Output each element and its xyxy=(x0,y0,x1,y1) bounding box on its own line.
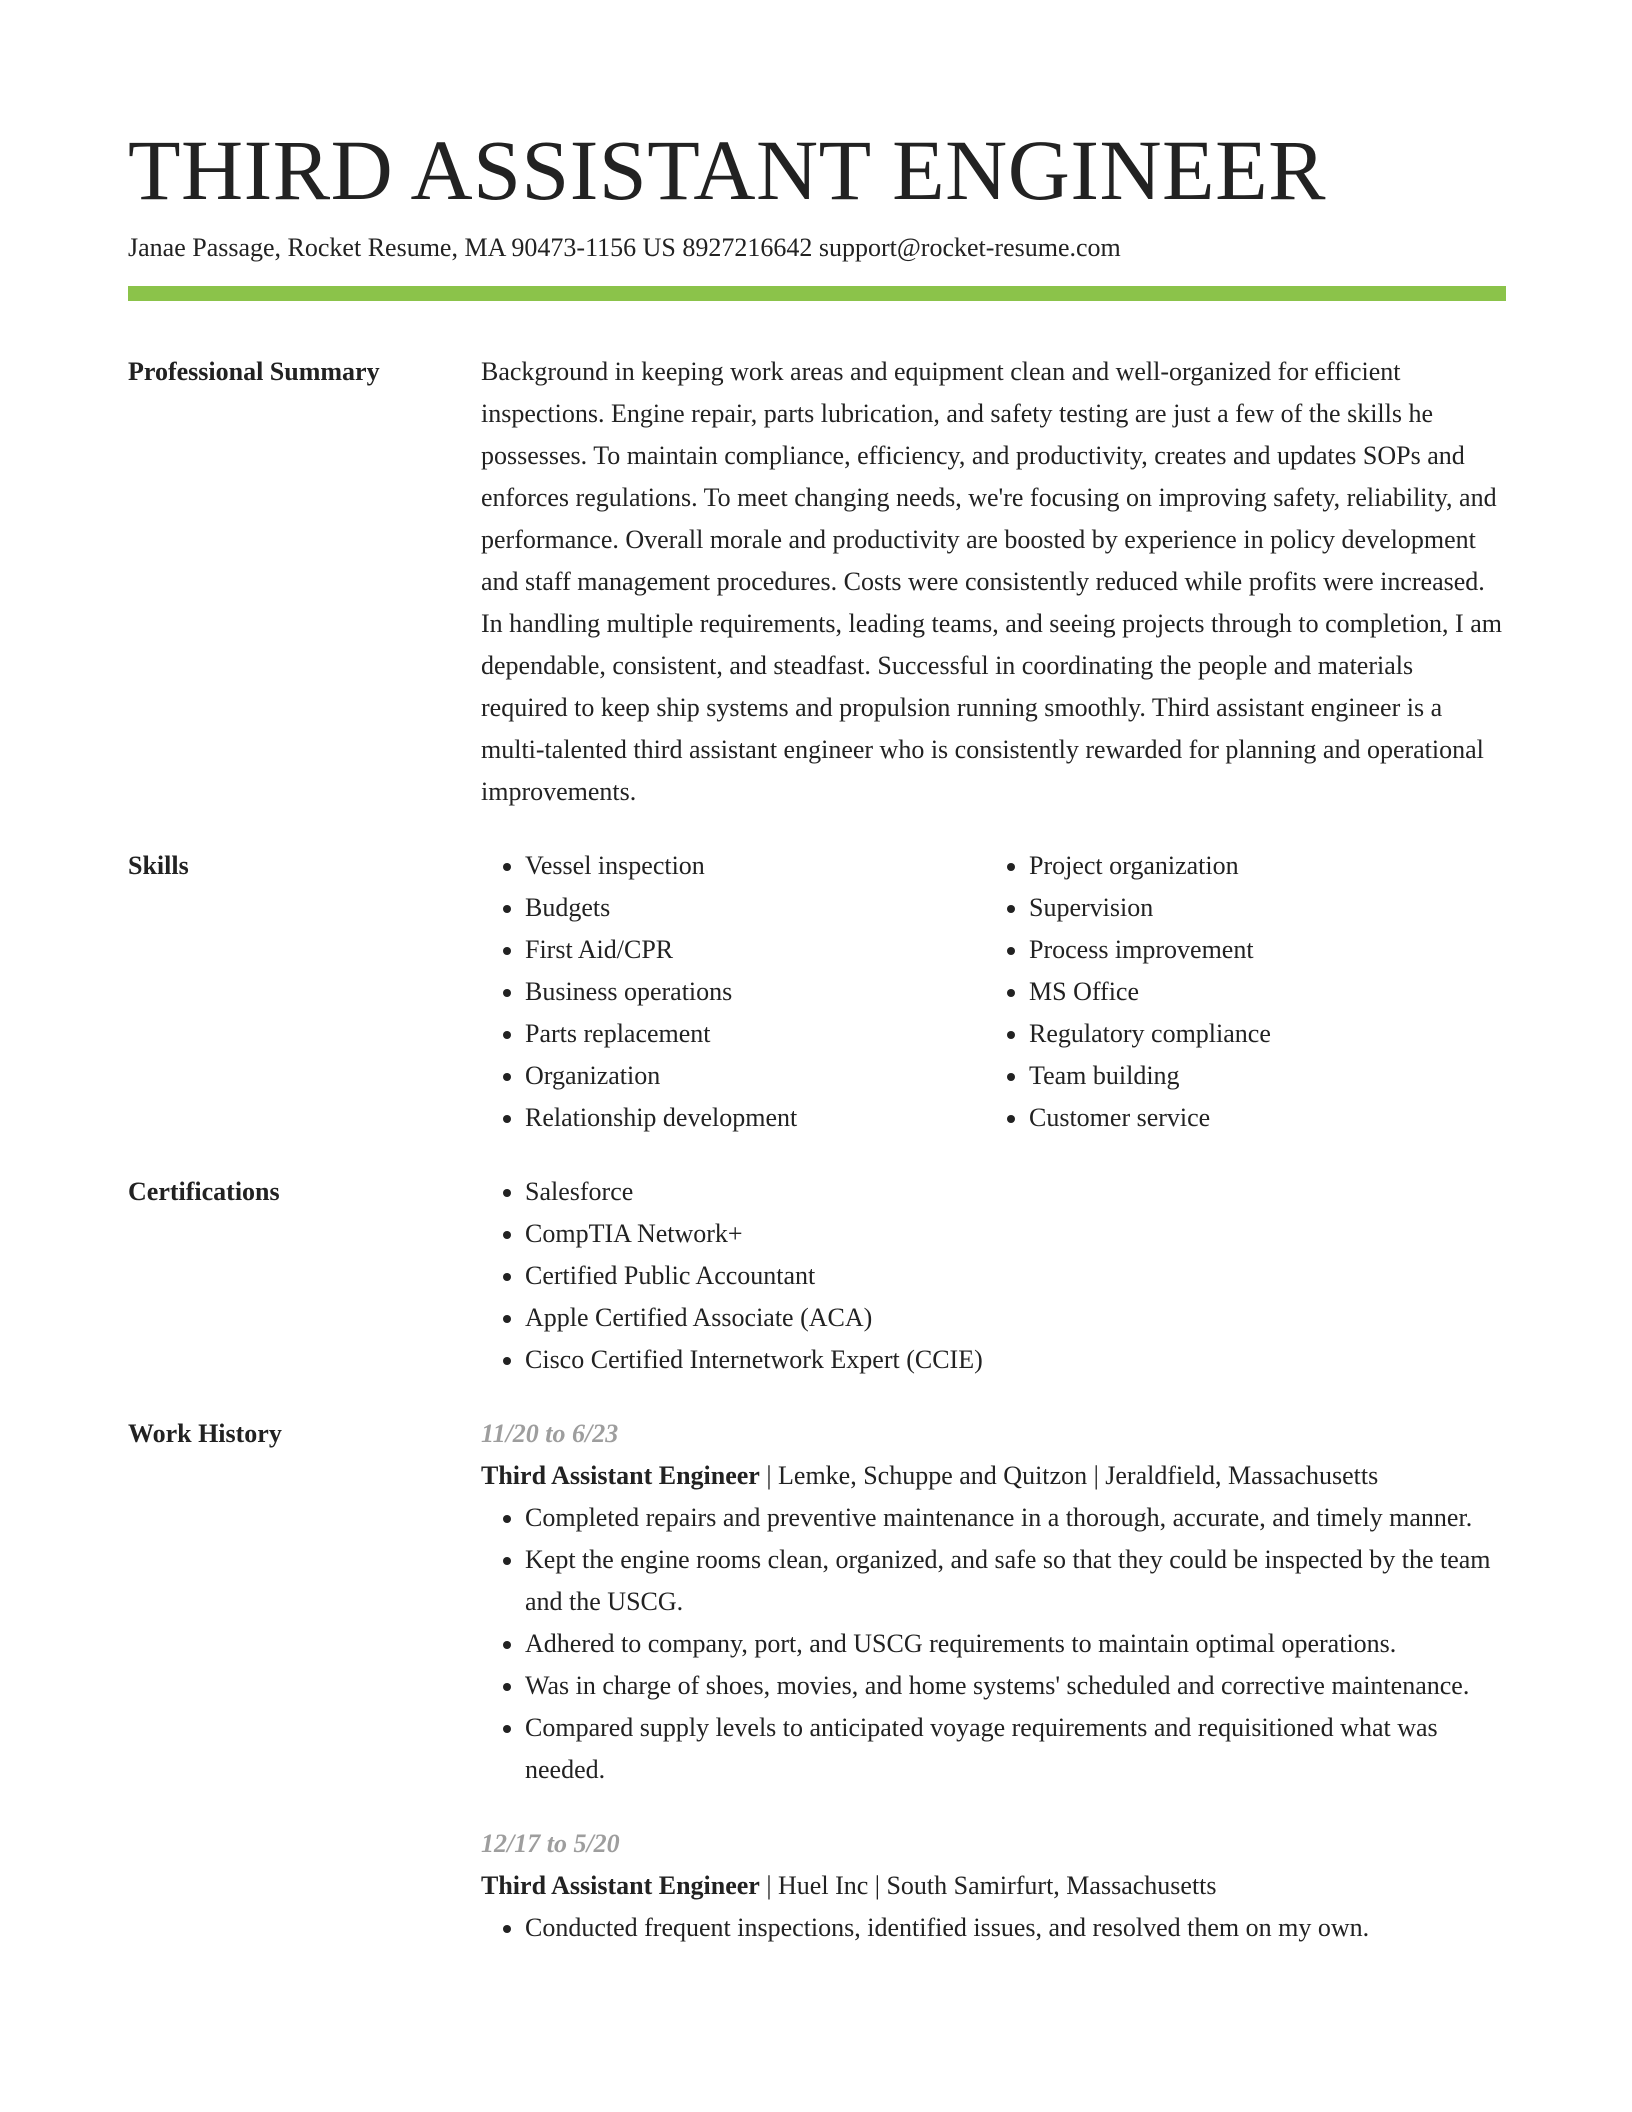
section-label-certifications: Certifications xyxy=(128,1177,280,1206)
certifications-body xyxy=(481,1171,1506,1381)
job-bullet: • Compared supply levels to anticipated voyage requirements and requisitioned what was needed. xyxy=(525,1707,1506,1791)
skill-item: • MS Office xyxy=(1029,971,1489,1013)
professional-summary-section xyxy=(128,351,1506,813)
skill-item: • Customer service xyxy=(1029,1097,1489,1139)
job-bullet: • Completed repairs and preventive maintenance in a thorough, accurate, and timely manner. xyxy=(525,1497,1506,1539)
job-bullets xyxy=(481,1907,1506,1949)
skill-item: • First Aid/CPR xyxy=(525,929,985,971)
certifications-section xyxy=(128,1171,1506,1381)
certification-item: • Cisco Certified Internetwork Expert (CCIE) xyxy=(525,1339,1506,1381)
certification-item: • Salesforce xyxy=(525,1171,1506,1213)
skill-item: • Vessel inspection xyxy=(525,845,985,887)
skill-item: • Supervision xyxy=(1029,887,1489,929)
certification-item: • CompTIA Network+ xyxy=(525,1213,1506,1255)
work-history-body xyxy=(481,1413,1506,1981)
job-bullets xyxy=(481,1497,1506,1791)
skills-list-left xyxy=(481,845,985,1139)
job-entry xyxy=(481,1413,1506,1791)
job-heading xyxy=(481,1455,1506,1497)
job-dates: 12/17 to 5/20 xyxy=(481,1829,620,1858)
certifications-list xyxy=(481,1171,1506,1381)
job-bullet: • Was in charge of shoes, movies, and home systems' scheduled and corrective maintenance. xyxy=(525,1665,1506,1707)
skill-item: • Relationship development xyxy=(525,1097,985,1139)
section-label-skills: Skills xyxy=(128,851,189,880)
section-label-summary: Professional Summary xyxy=(128,357,380,386)
section-label-work-history: Work History xyxy=(128,1419,282,1448)
job-details: | Lemke, Schuppe and Quitzon | Jeraldfield, Massachusetts xyxy=(759,1461,1379,1490)
job-title: Third Assistant Engineer xyxy=(481,1461,760,1490)
skills-columns xyxy=(481,845,1506,1139)
job-entry xyxy=(481,1823,1506,1949)
accent-divider xyxy=(128,286,1506,301)
skill-item: • Team building xyxy=(1029,1055,1489,1097)
summary-text: Background in keeping work areas and equipment clean and well-organized for efficient inspections. Engine repair, parts lubrication, and safety testing are just a few of the skills he possesses. To maintain compliance, efficiency, and productivity, creates and updates SOPs and enforces regulations. To meet changing needs, we're focusing on improving safety, reliability, and performance. Overall morale and productivity are boosted by experience in policy development and staff management procedures. Costs were consistently reduced while profits were increased. In handling multiple requirements, leading teams, and seeing projects through to completion, I am dependable, consistent, and steadfast. Successful in coordinating the people and materials required to keep ship systems and propulsion running smoothly. Third assistant engineer is a multi-talented third assistant engineer who is consistently rewarded for planning and operational improvements. xyxy=(481,357,1502,806)
job-bullet: • Adhered to company, port, and USCG requirements to maintain optimal operations. xyxy=(525,1623,1506,1665)
contact-line: Janae Passage, Rocket Resume, MA 90473-1156 US 8927216642 support@rocket-resume.com xyxy=(128,233,1121,262)
job-bullet: • Kept the engine rooms clean, organized, and safe so that they could be inspected by the team and the USCG. xyxy=(525,1539,1506,1623)
job-title: Third Assistant Engineer xyxy=(481,1871,760,1900)
job-bullet: • Conducted frequent inspections, identified issues, and resolved them on my own. xyxy=(525,1907,1506,1949)
skill-item: • Regulatory compliance xyxy=(1029,1013,1489,1055)
certification-item: • Apple Certified Associate (ACA) xyxy=(525,1297,1506,1339)
skill-item: • Project organization xyxy=(1029,845,1489,887)
skill-item: • Budgets xyxy=(525,887,985,929)
skill-item: • Organization xyxy=(525,1055,985,1097)
resume-page xyxy=(128,120,1506,1981)
job-details: | Huel Inc | South Samirfurt, Massachusetts xyxy=(759,1871,1217,1900)
skill-item: • Process improvement xyxy=(1029,929,1489,971)
certification-item: • Certified Public Accountant xyxy=(525,1255,1506,1297)
work-history-section xyxy=(128,1413,1506,1981)
skill-item: • Parts replacement xyxy=(525,1013,985,1055)
job-heading xyxy=(481,1865,1506,1907)
skills-list-right xyxy=(985,845,1489,1139)
resume-title: THIRD ASSISTANT ENGINEER xyxy=(128,122,1326,218)
job-dates: 11/20 to 6/23 xyxy=(481,1419,619,1448)
skills-section xyxy=(128,845,1506,1139)
skill-item: • Business operations xyxy=(525,971,985,1013)
